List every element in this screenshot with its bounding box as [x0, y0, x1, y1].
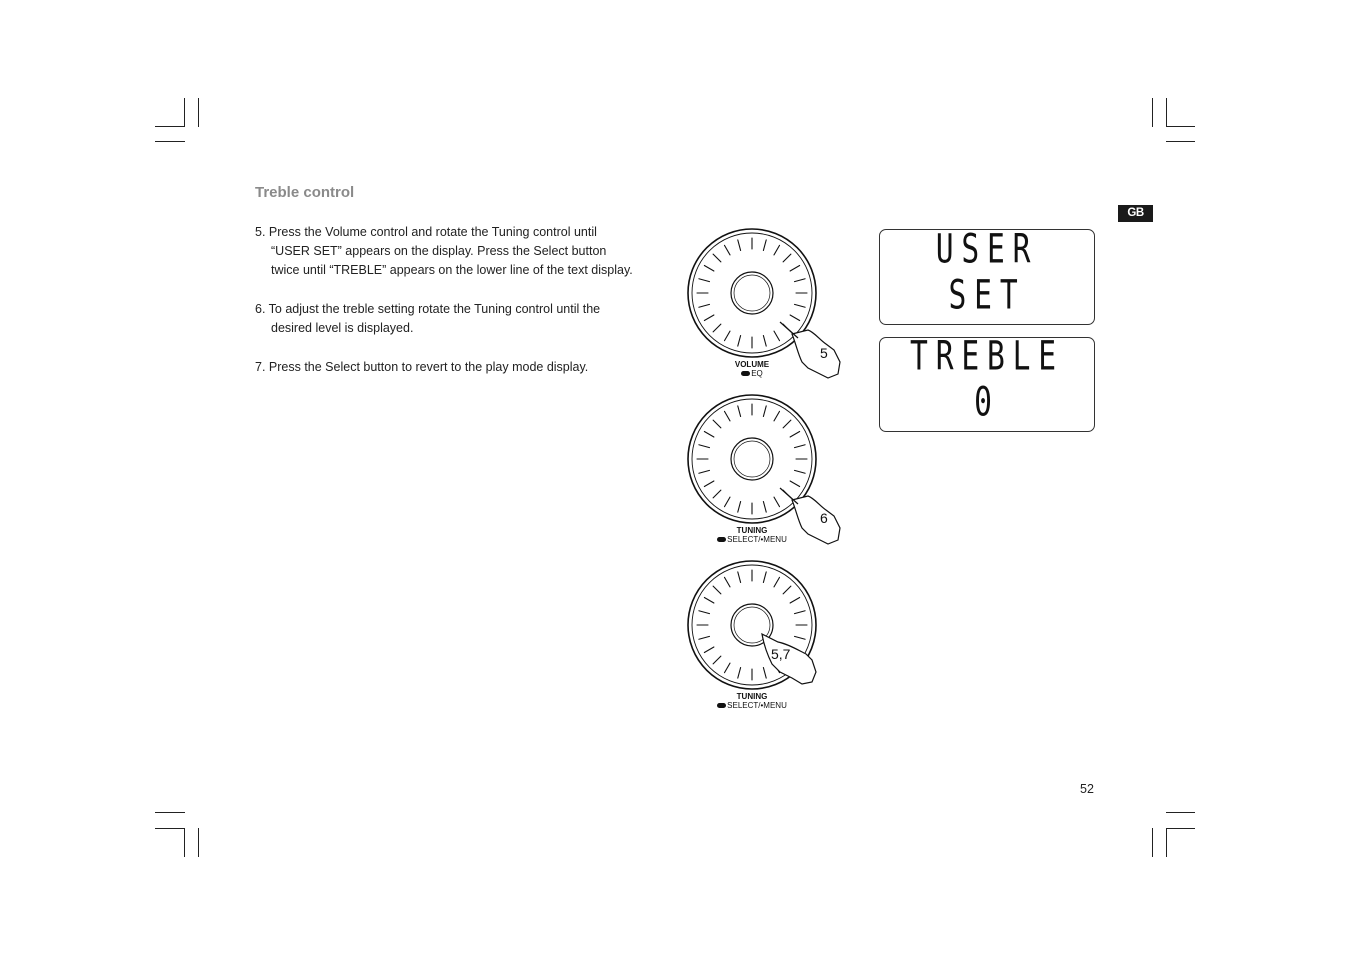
knob-label — [692, 692, 812, 710]
crop-mark — [1152, 828, 1153, 857]
knob-sublabel: EQ — [751, 369, 763, 378]
crop-mark — [1166, 828, 1167, 857]
crop-mark — [155, 141, 185, 142]
step-7 — [255, 358, 675, 377]
lcd-display-lower — [879, 332, 1095, 432]
step-line: 5. Press the Volume control and rotate the Tuning control until — [255, 225, 597, 239]
crop-mark — [155, 126, 185, 127]
knob-name: TUNING — [736, 526, 768, 535]
step-line: “USER SET” appears on the display. Press the Select button — [271, 244, 607, 258]
tuning-knob-press-illustration — [680, 554, 860, 714]
crop-mark — [198, 98, 199, 127]
knob-center-button — [731, 438, 773, 480]
crop-mark — [1166, 126, 1195, 127]
crop-mark — [1152, 98, 1153, 127]
knob-name: TUNING — [736, 692, 768, 701]
crop-mark — [1166, 828, 1195, 829]
pill-icon — [717, 703, 726, 708]
crop-mark — [198, 828, 199, 857]
crop-mark — [184, 98, 185, 127]
step-line: 7. Press the Select button to revert to the play mode display. — [255, 360, 589, 374]
lcd-text: TREBLE 0 — [910, 332, 1064, 425]
crop-mark — [155, 812, 185, 813]
lcd-text: USER SET — [935, 225, 1039, 318]
step-line: 6. To adjust the treble setting rotate the Tuning control until the — [255, 302, 601, 316]
callout-number: 5,7 — [771, 646, 791, 662]
crop-mark — [184, 828, 185, 857]
knob-center-button — [731, 272, 773, 314]
knob-label — [692, 360, 812, 378]
knob-sublabel: SELECT/•MENU — [727, 535, 787, 544]
callout-number: 6 — [820, 510, 828, 526]
knob-label — [692, 526, 812, 544]
step-5 — [255, 223, 675, 280]
crop-mark — [1166, 98, 1167, 127]
crop-mark — [155, 828, 185, 829]
step-line: desired level is displayed. — [271, 321, 414, 335]
callout-number: 5 — [820, 345, 828, 361]
tuning-knob-illustration — [680, 388, 860, 548]
step-6 — [255, 300, 675, 338]
pill-icon — [741, 371, 750, 376]
crop-mark — [1166, 812, 1195, 813]
crop-mark — [1166, 141, 1195, 142]
volume-knob-illustration — [680, 222, 860, 382]
step-line: twice until “TREBLE” appears on the lower line of the text display. — [271, 263, 633, 277]
language-tab: GB — [1118, 205, 1153, 222]
knob-name: VOLUME — [734, 360, 770, 369]
knob-sublabel: SELECT/•MENU — [727, 701, 787, 710]
lcd-display-upper — [879, 225, 1095, 325]
page-number: 52 — [1080, 782, 1094, 796]
pill-icon — [717, 537, 726, 542]
section-title: Treble control — [255, 184, 355, 201]
